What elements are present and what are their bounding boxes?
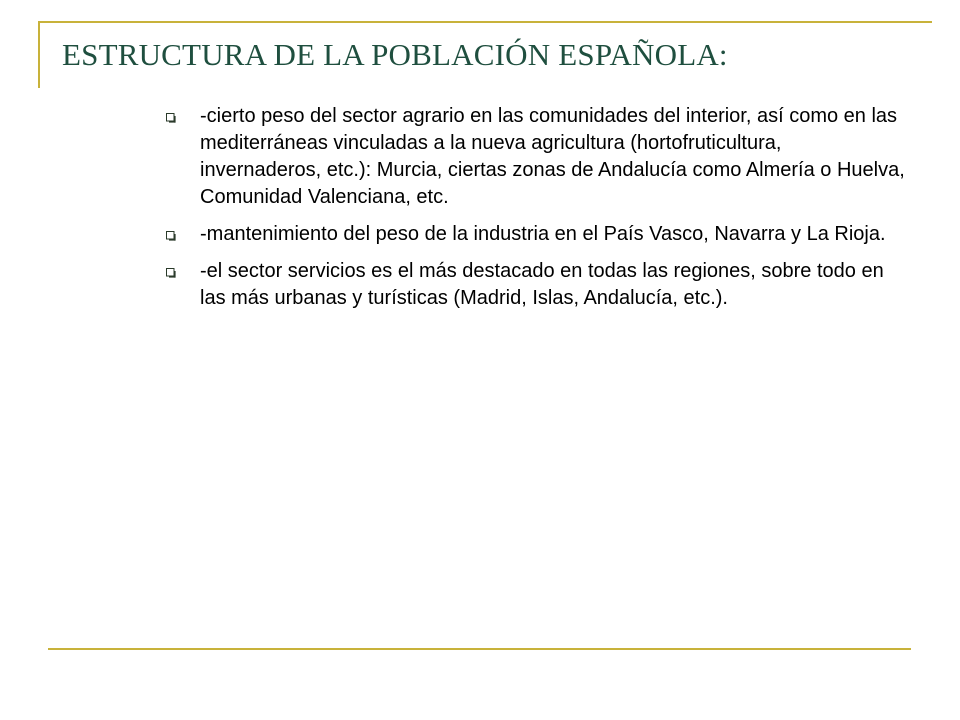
left-rule: [38, 21, 40, 88]
bullet-item: [166, 103, 906, 211]
hollow-square-icon: [166, 113, 176, 123]
hollow-square-icon: [166, 268, 176, 278]
bullet-list: [166, 103, 906, 322]
top-rule: [38, 21, 932, 23]
bullet-item: [166, 221, 906, 248]
hollow-square-icon: [166, 231, 176, 241]
bullet-text: -cierto peso del sector agrario en las comunidades del interior, así como en las mediterráneas vinculadas a la nueva agricultura (hortofruticultura, invernaderos, etc.): Murcia, ciertas zonas de Andalucía como Almería o Huelva, Comunidad Valenciana, etc.: [200, 105, 905, 208]
bullet-text: -mantenimiento del peso de la industria en el País Vasco, Navarra y La Rioja.: [200, 223, 886, 245]
bullet-item: [166, 258, 906, 312]
slide-title: ESTRUCTURA DE LA POBLACIÓN ESPAÑOLA:: [62, 37, 728, 72]
bullet-text: -el sector servicios es el más destacado en todas las regiones, sobre todo en las más urbanas y turísticas (Madrid, Islas, Andalucía, etc.).: [200, 260, 884, 309]
bottom-rule: [48, 648, 911, 650]
